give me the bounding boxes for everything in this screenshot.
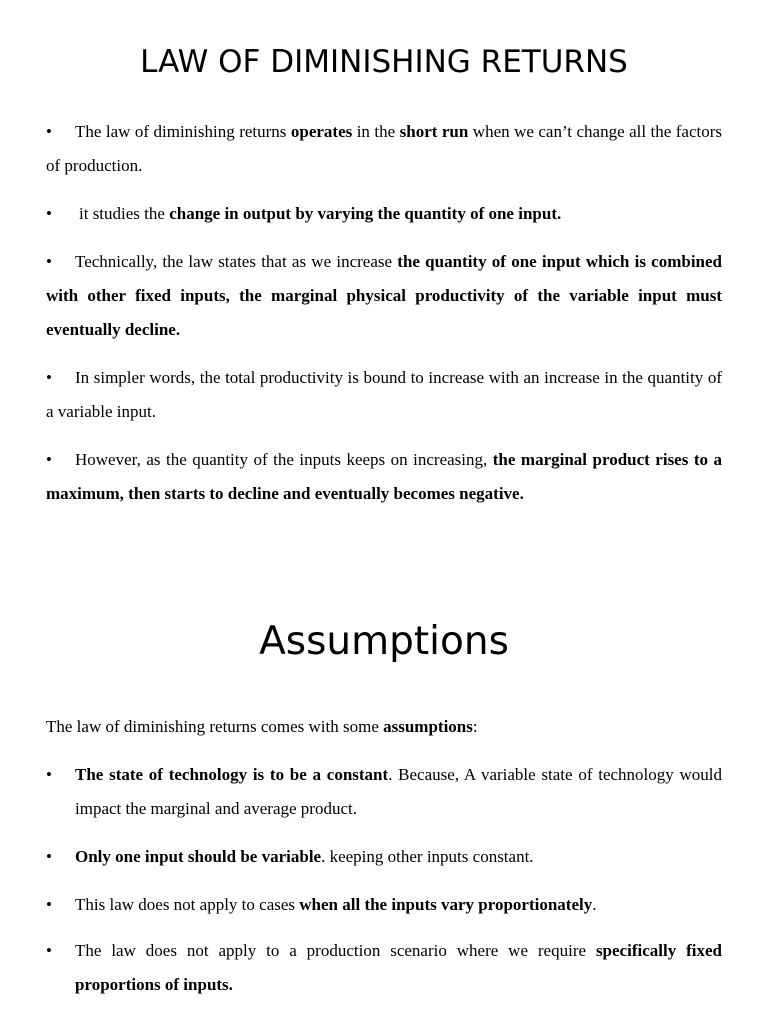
assumption-1-bold: The state of technology is to be a constant <box>75 765 389 784</box>
law-point-3-bold: the quantity of one input which is combined with other fixed inputs, the marginal physical productivity of the variable input must eventually decline. <box>46 252 722 339</box>
law-point-2-bold: change in output by varying the quantity of one input. <box>169 204 562 223</box>
law-point-5-text-a: However, as the quantity of the inputs keeps on increasing, <box>75 450 493 469</box>
law-point-1-text-c: in the <box>352 122 400 141</box>
law-point-2-text-a: it studies the <box>79 204 170 223</box>
law-point-3-text-a: Technically, the law states that as we increase <box>75 252 398 271</box>
law-point-4-text: In simpler words, the total productivity is bound to increase with an increase in the quantity of a variable input. <box>46 368 722 421</box>
assumption-3-bold: when all the inputs vary proportionately <box>299 895 593 914</box>
assumptions-heading: Assumptions <box>259 619 509 664</box>
assumptions-intro <box>46 710 722 744</box>
bullet-icon: • <box>46 847 52 866</box>
assumption-2-text: . keeping other inputs constant. <box>321 847 534 866</box>
bullet-icon: • <box>46 252 52 271</box>
assumptions-intro-bold: assumptions <box>383 717 473 736</box>
bullet-icon: • <box>46 895 52 914</box>
assumption-4-text: The law does not apply to a production scenario where we require <box>75 941 596 960</box>
assumptions-intro-text: The law of diminishing returns comes with some <box>46 717 384 736</box>
law-point-1-bold-operates: operates <box>290 122 353 141</box>
assumption-2-bold: Only one input should be variable <box>75 847 322 866</box>
law-point-1 <box>46 115 722 183</box>
law-point-4 <box>46 361 722 429</box>
bullet-icon: • <box>46 450 52 469</box>
assumption-item-2 <box>46 840 722 874</box>
law-point-5-bold: the marginal product rises to a maximum, then starts to decline and eventually becomes negative. <box>46 450 722 503</box>
bullet-icon: • <box>46 941 52 960</box>
assumption-3-text-a: This law does not apply to cases <box>75 895 300 914</box>
law-point-1-text-e: when we can’t change all the factors of production. <box>46 122 723 175</box>
assumption-4-bold: specifically fixed proportions of inputs. <box>75 941 722 994</box>
assumptions-intro-colon: : <box>472 717 478 736</box>
bullet-icon: • <box>46 765 52 784</box>
law-point-2 <box>46 197 722 231</box>
law-point-1-text-a: The law of diminishing returns <box>75 122 291 141</box>
law-point-5 <box>46 443 722 511</box>
bullet-icon: • <box>46 122 52 141</box>
assumption-3-text-b: . <box>592 895 597 914</box>
bullet-icon: • <box>46 204 52 223</box>
assumption-item-1 <box>46 758 722 826</box>
assumption-item-3 <box>46 888 722 922</box>
page-title: LAW OF DIMINISHING RETURNS <box>140 44 628 80</box>
law-point-3 <box>46 245 722 347</box>
assumption-item-4 <box>46 934 722 1002</box>
law-point-1-bold-short-run: short run <box>399 122 469 141</box>
assumption-1-text: . Because, A variable state of technology would impact the marginal and average product. <box>75 765 722 818</box>
bullet-icon: • <box>46 368 52 387</box>
